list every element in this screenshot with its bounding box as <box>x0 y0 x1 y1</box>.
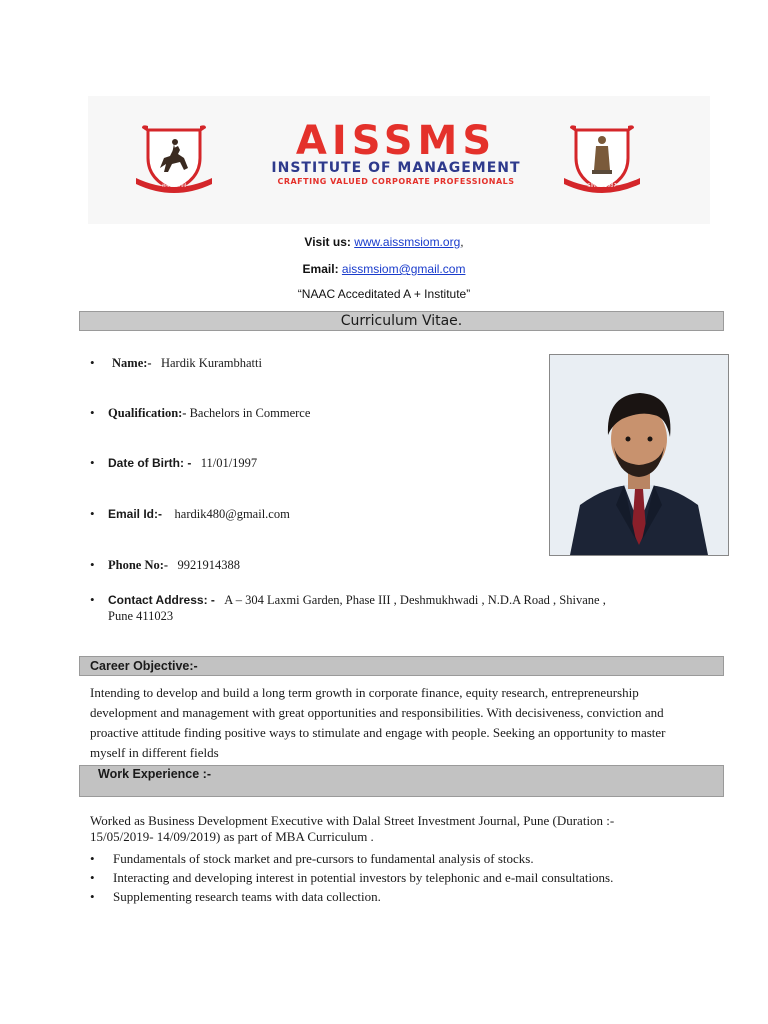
bullet-icon: • <box>90 355 95 370</box>
list-item: • Interacting and developing interest in potential investors by telephonic and e-mail consultations. <box>90 870 614 885</box>
accreditation-line: “NAAC Acceditated A + Institute” <box>297 287 471 301</box>
phone-label: Phone No:- <box>108 558 169 572</box>
portrait-icon <box>550 355 728 555</box>
qualification-value: Bachelors in Commerce <box>189 406 311 420</box>
address-label: Contact Address: - <box>108 593 215 607</box>
email-value: hardik480@gmail.com <box>174 507 290 521</box>
bullet-icon: • <box>90 455 95 470</box>
address-line1: A – 304 Laxmi Garden, Phase III , Deshmukhwadi , N.D.A Road , Shivane , <box>224 593 606 607</box>
phone-value: 9921914388 <box>177 558 240 572</box>
left-crest-icon <box>134 124 214 194</box>
email-line-label: Email: <box>302 262 339 276</box>
brand-tagline: CRAFTING VALUED CORPORATE PROFESSIONALS <box>277 177 515 186</box>
bullet-icon: • <box>90 592 95 607</box>
name-value: Hardik Kurambhatti <box>160 356 262 370</box>
career-objective-text: Intending to develop and build a long term growth in corporate finance, equity research, entrepreneurship development and management with great opportunities and responsibilities. With decisiveness, conviction and proactive attitude finding positive ways to stimulate and engage with people. Seeking an opportunity to master myself in different fields <box>90 685 666 760</box>
bullet-icon: • <box>90 557 95 572</box>
bullet-icon: • <box>90 405 95 420</box>
right-crest-since: SINCE 1987 <box>587 183 617 189</box>
work-experience-heading: Work Experience :- <box>79 765 724 797</box>
bullet-icon: • <box>90 889 95 904</box>
dob-value: 11/01/1997 <box>200 456 258 470</box>
qualification-label: Qualification:- <box>108 406 187 420</box>
list-item: • Supplementing research teams with data collection. <box>90 889 381 904</box>
left-crest-motto: सत्यमेव जयते <box>161 183 187 189</box>
visit-label: Visit us: <box>304 235 351 249</box>
email-label: Email Id:- <box>108 507 163 521</box>
address-line2: Pune 411023 <box>108 609 174 623</box>
career-objective-heading: Career Objective:- <box>79 656 724 676</box>
brand-name: AISSMS <box>295 118 497 164</box>
work-intro: Worked as Business Development Executive with Dalal Street Investment Journal, Pune (Duration :- 15/05/2019- 14/09/2019) as part of MBA Curriculum . <box>90 813 615 844</box>
right-crest-icon <box>562 124 642 194</box>
cv-title: Curriculum Vitae. <box>79 311 724 331</box>
visit-suffix: , <box>460 235 464 249</box>
bullet-icon: • <box>90 506 95 521</box>
bullet-icon: • <box>90 870 95 885</box>
profile-photo <box>549 354 729 556</box>
name-label: Name:- <box>112 356 152 370</box>
visit-line <box>0 235 768 249</box>
email-line <box>0 262 768 276</box>
brand-subtitle: INSTITUTE OF MANAGEMENT <box>271 160 521 176</box>
work-bullet-list <box>90 851 670 908</box>
institute-email-link[interactable]: aissmsiom@gmail.com <box>341 262 466 276</box>
dob-label: Date of Birth: - <box>108 456 192 470</box>
list-item: • Fundamentals of stock market and pre-cursors to fundamental analysis of stocks. <box>90 851 534 866</box>
website-link[interactable]: www.aissmsiom.org <box>354 235 461 249</box>
bullet-icon: • <box>90 851 95 866</box>
